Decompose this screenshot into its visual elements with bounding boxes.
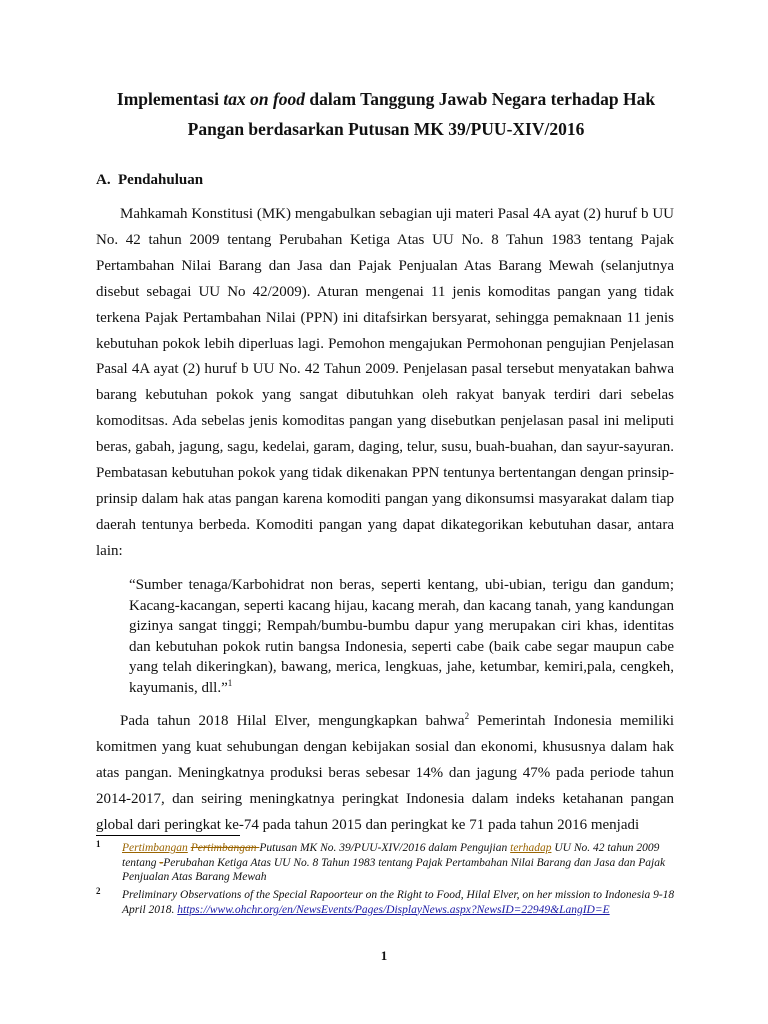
tracked-deletion: Pertimbangan xyxy=(190,842,260,854)
title-italic-term: tax on food xyxy=(223,89,306,109)
block-quote xyxy=(129,575,674,698)
footnote-ref-1[interactable]: 1 xyxy=(227,677,233,688)
footnote-1 xyxy=(96,841,676,885)
paragraph-1: Mahkamah Konstitusi (MK) mengabulkan sebagian uji materi Pasal 4A ayat (2) huruf b UU No. 42 tahun 2009 tentang Perubahan Ketiga Atas UU No. 8 Tahun 1983 tentang Pajak Pertambahan Nilai Barang dan Jasa dan Pajak Penjualan Atas Barang Mewah (selanjutnya disebut sebagai UU No 42/2009). Aturan mengenai 11 jenis komoditas pangan yang tidak terkena Pajak Pertambahan Nilai (PPN) ini ditafsirkan bersyarat, sehingga pemaknaan 11 jenis kebutuhan pokok lebih diperluas lagi. Pemohon mengajukan Permohonan pengujian Penjelasan Pasal 4A ayat (2) huruf b UU No. 42 Tahun 2009. Penjelasan pasal tersebut menyatakan bahwa barang kebutuhan pokok yang sangat dibutuhkan oleh rakyat banyak terdiri dari sebelas komoditsas. Ada sebelas jenis komoditas pangan yang disebutkan penjelasan pasal ini meliputi beras, gabah, jagung, sagu, kedelai, garam, daging, telur, susu, buah-buahan, dan sayur-sayuran. Pembatasan kebutuhan pokok yang tidak dikenakan PPN tentunya bertentangan dengan prinsip-prinsip dalam hak atas pangan karena komoditi pangan yang dikonsumsi masyarakat dalam tiap daerah tentunya berbeda. Komoditi pangan yang dapat dikategorikan kebutuhan dasar, antara lain: xyxy=(96,206,674,559)
document-title xyxy=(96,84,676,144)
tracked-insertion: Pertimbangan xyxy=(122,842,188,854)
section-number: A. xyxy=(96,172,111,188)
tracked-insertion: terhadap xyxy=(510,842,552,854)
footnote-ref-2[interactable]: 2 xyxy=(464,711,470,721)
footnote-mark: 1 xyxy=(96,839,101,849)
footnote-mark: 2 xyxy=(96,886,101,896)
quote-text: “Sumber tenaga/Karbohidrat non beras, seperti kentang, ubi-ubian, terigu dan gandum; Kacang-kacangan, seperti kacang hijau, kacang merah, dan kacang tanah, yang kandungan gizinya sangat tinggi; Rempah/bumbu-bumbu dapur yang merupakan ciri khas, identitas dan kebutuhan pokok rutin bangsa Indonesia, seperti cabe (baik cabe segar maupun cabe yang telah dikeringkan), bawang, merica, lengkuas, jahe, ketumbar, kemiri,pala, cengkeh, kayumanis, dll.” xyxy=(129,577,674,696)
paragraph-2: Pada tahun 2018 Hilal Elver, mengungkapkan bahwa$^2$ Pemerintah Indonesia memiliki komitmen yang kuat sehubungan dengan kebijakan sosial dan ekonomi, khususnya dalam hak atas pangan. Meningkatnya produksi beras sebesar 14% dan jagung 47% pada periode tahun 2014-2017, dan seiring meningkatnya peringkat Indonesia dalam indeks ketahanan pangan global dari peringkat ke-74 pada tahun 2015 dan peringkat ke 71 pada tahun 2016 menjadi xyxy=(96,711,674,833)
footnote-body: Preliminary Observations of the Special Rapoorteur on the Right to Food, Hilal Elver, on her mission to Indonesia 9-18 April 2018. https://www.ohchr.org/en/NewsEvents/Pages/DisplayNews.aspx?NewsID=22949&LangID=E xyxy=(122,889,675,916)
footnote-2 xyxy=(96,888,676,917)
footnote-link[interactable]: https://www.ohchr.org/en/NewsEvents/Pages/DisplayNews.aspx?NewsID=22949&LangID=E xyxy=(177,903,610,916)
footnote-body: Pertimbangan Pertimbangan Putusan MK No. 39/PUU-XIV/2016 dalam Pengujian terhadap UU No. 42 tahun 2009 tentang -Perubahan Ketiga Atas UU No. 8 Tahun 1983 tentang Pajak Pertambahan Nilai Barang dan Jasa dan Pajak Penjualan Atas Barang Mewah xyxy=(122,842,666,883)
tracked-deletion: - xyxy=(159,856,164,869)
title-line-2: Pangan berdasarkan Putusan MK 39/PUU-XIV/2016 xyxy=(187,119,585,139)
page-number: 1 xyxy=(380,948,388,963)
footnote-separator xyxy=(96,835,240,836)
title-line-1: Implementasi tax on food dalam Tanggung Jawab Negara terhadap Hak xyxy=(116,89,656,109)
section-title: Pendahuluan xyxy=(118,172,204,188)
section-heading xyxy=(96,172,203,189)
